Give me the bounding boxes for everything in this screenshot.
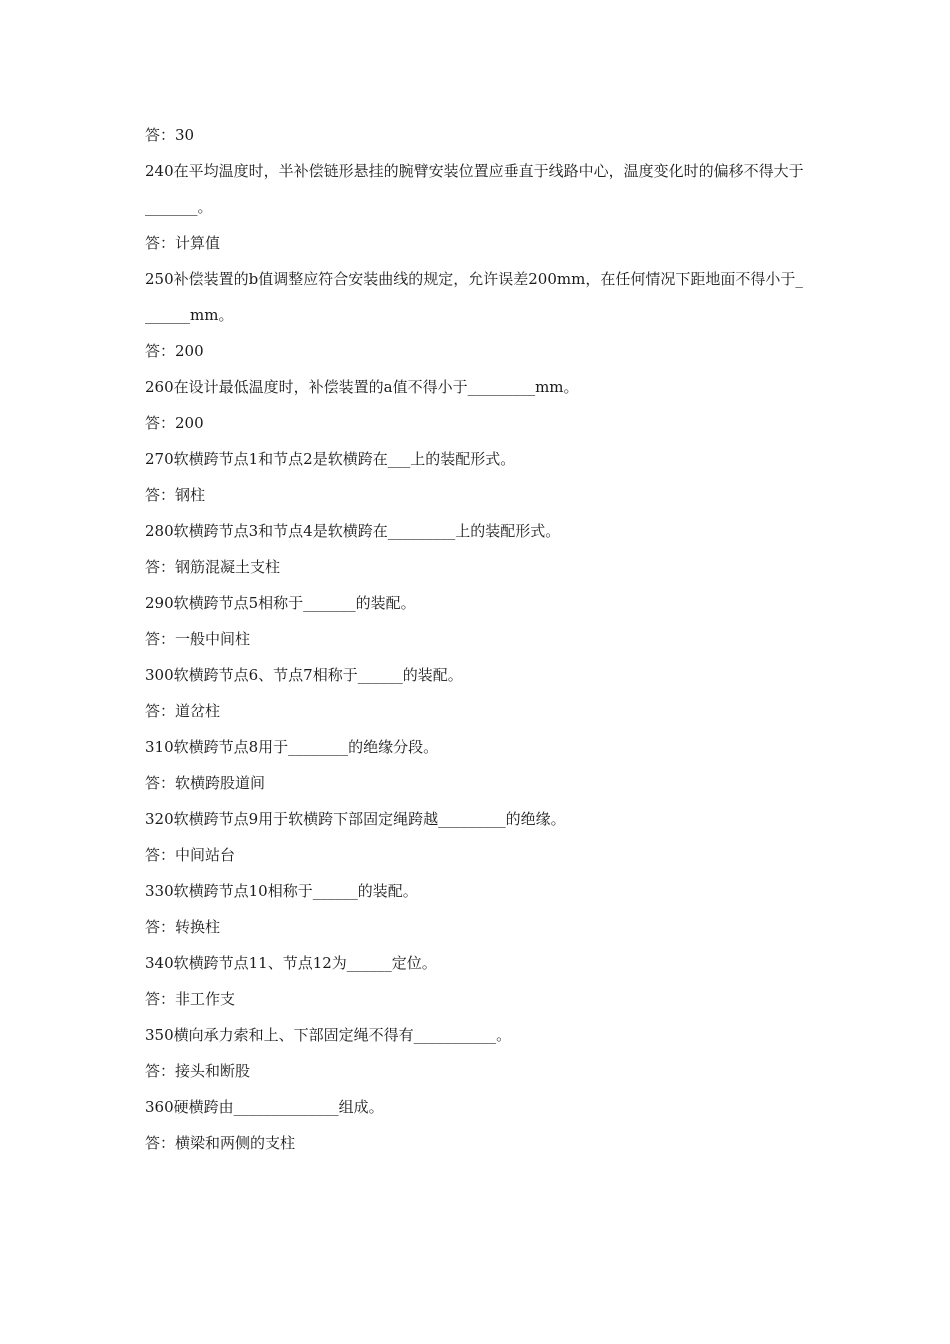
question-line: 290软横跨节点5相称于_______的装配。 [145, 594, 416, 612]
answer-line: 答：一般中间柱 [145, 630, 251, 648]
answer-line: 答：横梁和两侧的支柱 [145, 1134, 296, 1152]
answer-line: 答：200 [145, 342, 204, 360]
question-line: 350横向承力索和上、下部固定绳不得有___________。 [145, 1026, 512, 1044]
question-line: 340软横跨节点11、节点12为______定位。 [145, 954, 437, 972]
question-line: 250补偿装置的b值调整应符合安装曲线的规定，允许误差200mm，在任何情况下距地面不得小于_______mm。 [145, 270, 803, 324]
question-line: 360硬横跨由______________组成。 [145, 1098, 384, 1116]
answer-line: 答：200 [145, 414, 204, 432]
answer-line: 答：道岔柱 [145, 702, 221, 720]
answer-line: 答：转换柱 [145, 918, 221, 936]
answer-line: 答：接头和断股 [145, 1062, 251, 1080]
question-line: 310软横跨节点8用于________的绝缘分段。 [145, 738, 439, 756]
answer-line: 答：中间站台 [145, 846, 236, 864]
question-line: 270软横跨节点1和节点2是软横跨在___上的装配形式。 [145, 450, 516, 468]
answer-line: 答：30 [145, 126, 195, 144]
answer-line: 答：软横跨股道间 [145, 774, 266, 792]
answer-line: 答：钢筋混凝土支柱 [145, 558, 281, 576]
answer-line: 答：计算值 [145, 234, 221, 252]
document-page [145, 124, 810, 1168]
question-line: 240在平均温度时，半补偿链形悬挂的腕臂安装位置应垂直于线路中心，温度变化时的偏移不得大于_______。 [145, 162, 804, 216]
answer-line: 答：非工作支 [145, 990, 236, 1008]
answer-line: 答：钢柱 [145, 486, 206, 504]
question-line: 280软横跨节点3和节点4是软横跨在_________上的装配形式。 [145, 522, 561, 540]
question-line: 320软横跨节点9用于软横跨下部固定绳跨越_________的绝缘。 [145, 810, 566, 828]
question-line: 300软横跨节点6、节点7相称于______的装配。 [145, 666, 463, 684]
question-line: 330软横跨节点10相称于______的装配。 [145, 882, 418, 900]
question-line: 260在设计最低温度时，补偿装置的a值不得小于_________mm。 [145, 378, 579, 396]
